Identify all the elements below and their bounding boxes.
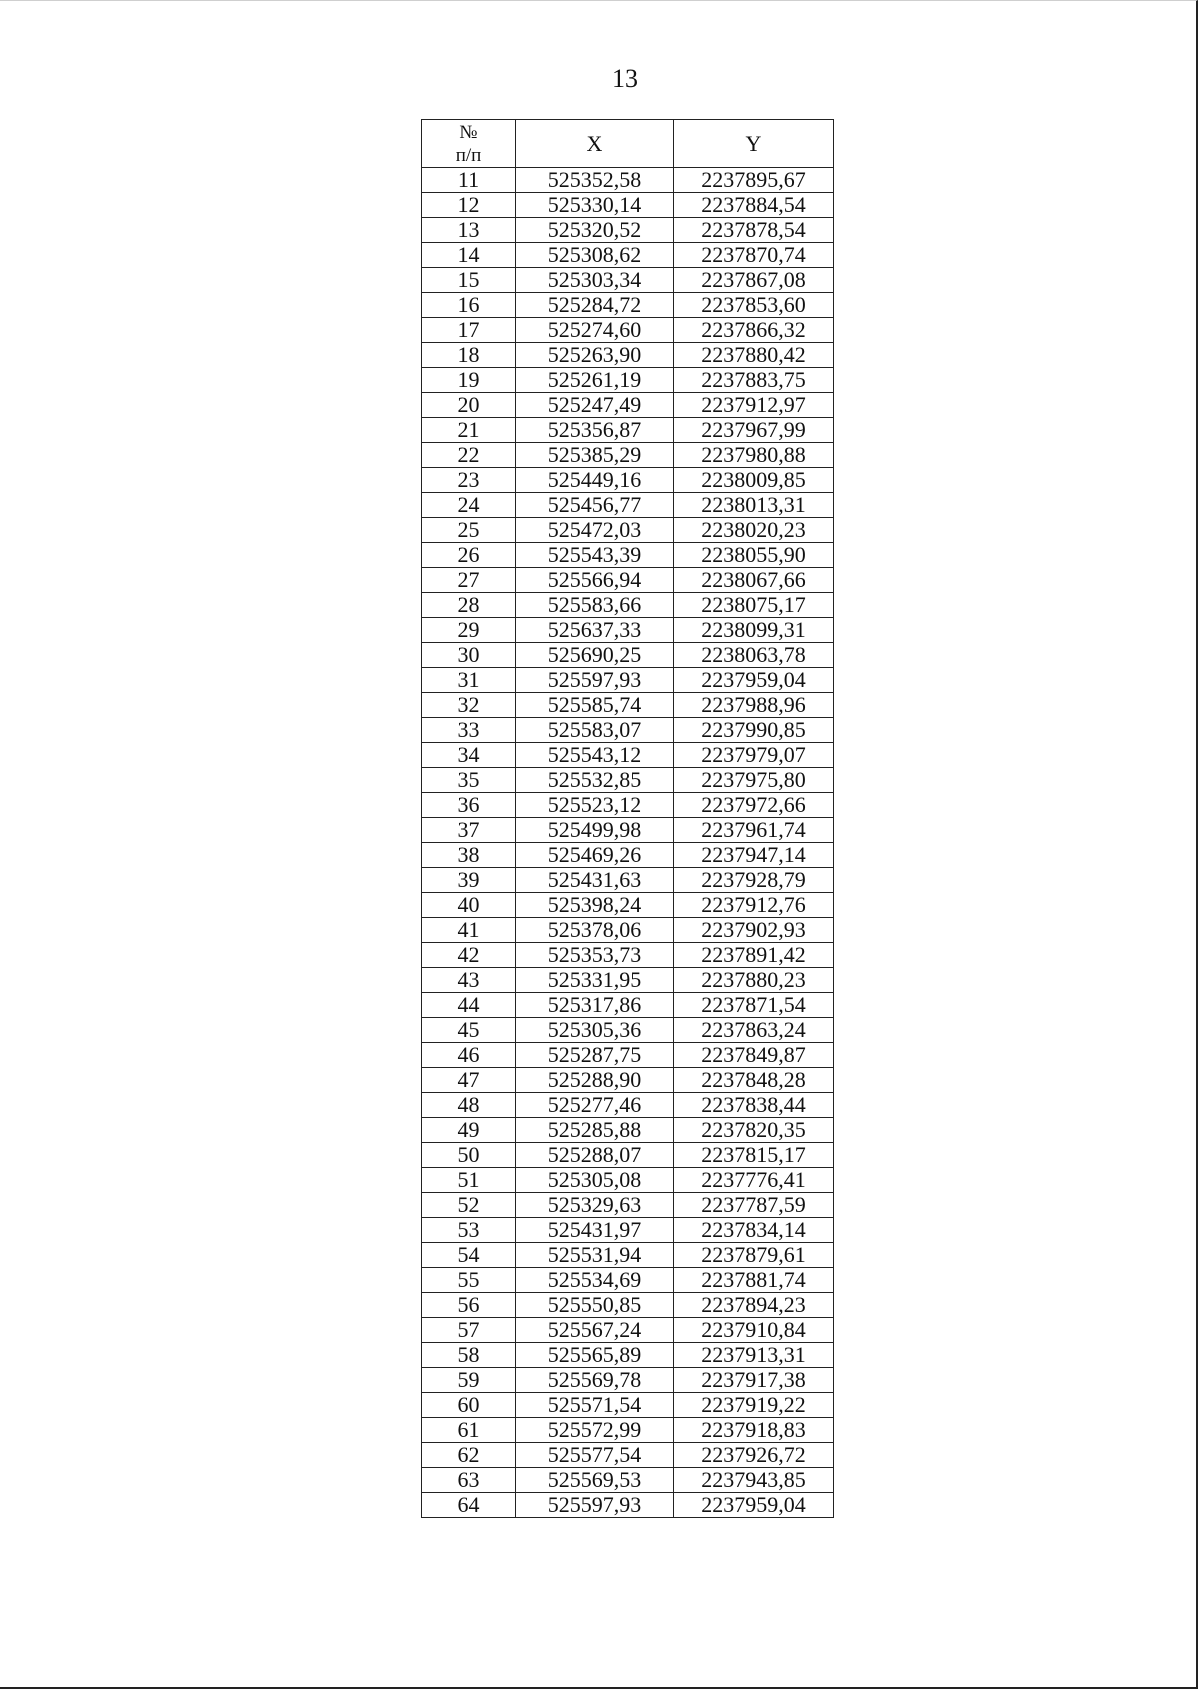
table-row: [422, 268, 834, 293]
cell-x: 525637,33: [516, 618, 674, 643]
cell-x: 525565,89: [516, 1343, 674, 1368]
cell-y: 2237926,72: [674, 1443, 834, 1468]
cell-y: 2237866,32: [674, 318, 834, 343]
table-header-row: [422, 120, 834, 168]
table-row: [422, 443, 834, 468]
table-body: [422, 168, 834, 1518]
cell-point-number: 37: [422, 818, 516, 843]
cell-y: 2237820,35: [674, 1118, 834, 1143]
table-row: [422, 418, 834, 443]
cell-y: 2238020,23: [674, 518, 834, 543]
table-row: [422, 718, 834, 743]
cell-y: 2237878,54: [674, 218, 834, 243]
cell-y: 2237867,08: [674, 268, 834, 293]
cell-x: 525690,25: [516, 643, 674, 668]
cell-point-number: 24: [422, 493, 516, 518]
cell-x: 525431,97: [516, 1218, 674, 1243]
cell-point-number: 47: [422, 1068, 516, 1093]
cell-y: 2237972,66: [674, 793, 834, 818]
cell-x: 525308,62: [516, 243, 674, 268]
cell-x: 525288,90: [516, 1068, 674, 1093]
cell-point-number: 46: [422, 1043, 516, 1068]
table-row: [422, 1443, 834, 1468]
table-row: [422, 568, 834, 593]
cell-y: 2237913,31: [674, 1343, 834, 1368]
table-row: [422, 1093, 834, 1118]
cell-x: 525449,16: [516, 468, 674, 493]
cell-x: 525317,86: [516, 993, 674, 1018]
cell-point-number: 45: [422, 1018, 516, 1043]
cell-x: 525534,69: [516, 1268, 674, 1293]
cell-y: 2237979,07: [674, 743, 834, 768]
cell-y: 2237947,14: [674, 843, 834, 868]
cell-point-number: 17: [422, 318, 516, 343]
cell-point-number: 30: [422, 643, 516, 668]
cell-x: 525543,12: [516, 743, 674, 768]
cell-y: 2238009,85: [674, 468, 834, 493]
table-row: [422, 543, 834, 568]
cell-y: 2237863,24: [674, 1018, 834, 1043]
cell-x: 525431,63: [516, 868, 674, 893]
table-row: [422, 1043, 834, 1068]
cell-x: 525353,73: [516, 943, 674, 968]
cell-x: 525583,66: [516, 593, 674, 618]
cell-point-number: 62: [422, 1443, 516, 1468]
table-row: [422, 668, 834, 693]
cell-x: 525567,24: [516, 1318, 674, 1343]
table-row: [422, 518, 834, 543]
cell-x: 525469,26: [516, 843, 674, 868]
cell-y: 2237959,04: [674, 1493, 834, 1518]
cell-point-number: 54: [422, 1243, 516, 1268]
cell-x: 525532,85: [516, 768, 674, 793]
table-row: [422, 1193, 834, 1218]
cell-point-number: 32: [422, 693, 516, 718]
cell-y: 2237912,97: [674, 393, 834, 418]
table-row: [422, 843, 834, 868]
cell-point-number: 52: [422, 1193, 516, 1218]
cell-point-number: 39: [422, 868, 516, 893]
cell-y: 2237895,67: [674, 168, 834, 193]
cell-y: 2237894,23: [674, 1293, 834, 1318]
cell-point-number: 48: [422, 1093, 516, 1118]
cell-point-number: 64: [422, 1493, 516, 1518]
cell-point-number: 11: [422, 168, 516, 193]
cell-point-number: 63: [422, 1468, 516, 1493]
cell-point-number: 34: [422, 743, 516, 768]
table-row: [422, 1243, 834, 1268]
page-number: 13: [612, 64, 638, 93]
cell-x: 525263,90: [516, 343, 674, 368]
cell-point-number: 33: [422, 718, 516, 743]
table-row: [422, 343, 834, 368]
table-row: [422, 1368, 834, 1393]
cell-x: 525305,08: [516, 1168, 674, 1193]
cell-x: 525569,53: [516, 1468, 674, 1493]
cell-y: 2237815,17: [674, 1143, 834, 1168]
cell-y: 2237912,76: [674, 893, 834, 918]
table-row: [422, 618, 834, 643]
cell-x: 525284,72: [516, 293, 674, 318]
cell-x: 525261,19: [516, 368, 674, 393]
cell-point-number: 27: [422, 568, 516, 593]
table-row: [422, 1143, 834, 1168]
cell-point-number: 26: [422, 543, 516, 568]
cell-point-number: 22: [422, 443, 516, 468]
table-row: [422, 1168, 834, 1193]
cell-x: 525288,07: [516, 1143, 674, 1168]
table-row: [422, 218, 834, 243]
table-row: [422, 1018, 834, 1043]
cell-point-number: 38: [422, 843, 516, 868]
cell-y: 2237776,41: [674, 1168, 834, 1193]
cell-y: 2237943,85: [674, 1468, 834, 1493]
table-row: [422, 818, 834, 843]
cell-point-number: 23: [422, 468, 516, 493]
cell-point-number: 59: [422, 1368, 516, 1393]
cell-y: 2237881,74: [674, 1268, 834, 1293]
cell-y: 2237980,88: [674, 443, 834, 468]
cell-y: 2237879,61: [674, 1243, 834, 1268]
cell-x: 525566,94: [516, 568, 674, 593]
cell-x: 525398,24: [516, 893, 674, 918]
cell-y: 2237961,74: [674, 818, 834, 843]
cell-y: 2237880,23: [674, 968, 834, 993]
cell-x: 525543,39: [516, 543, 674, 568]
cell-point-number: 12: [422, 193, 516, 218]
cell-x: 525577,54: [516, 1443, 674, 1468]
cell-x: 525285,88: [516, 1118, 674, 1143]
table-row: [422, 293, 834, 318]
cell-x: 525571,54: [516, 1393, 674, 1418]
cell-point-number: 55: [422, 1268, 516, 1293]
cell-y: 2237838,44: [674, 1093, 834, 1118]
header-x: X: [516, 120, 674, 168]
cell-y: 2238099,31: [674, 618, 834, 643]
cell-x: 525523,12: [516, 793, 674, 818]
cell-x: 525330,14: [516, 193, 674, 218]
cell-point-number: 28: [422, 593, 516, 618]
header-ordinal: п/п: [455, 144, 482, 166]
cell-y: 2237880,42: [674, 343, 834, 368]
table-row: [422, 868, 834, 893]
table-row: [422, 243, 834, 268]
cell-x: 525277,46: [516, 1093, 674, 1118]
cell-y: 2237975,80: [674, 768, 834, 793]
cell-y: 2237910,84: [674, 1318, 834, 1343]
cell-point-number: 44: [422, 993, 516, 1018]
cell-y: 2238055,90: [674, 543, 834, 568]
cell-y: 2237834,14: [674, 1218, 834, 1243]
header-point-number: [422, 120, 516, 168]
cell-y: 2237891,42: [674, 943, 834, 968]
cell-y: 2237990,85: [674, 718, 834, 743]
cell-point-number: 43: [422, 968, 516, 993]
cell-y: 2237917,38: [674, 1368, 834, 1393]
table-row: [422, 1118, 834, 1143]
cell-point-number: 36: [422, 793, 516, 818]
cell-point-number: 49: [422, 1118, 516, 1143]
cell-point-number: 42: [422, 943, 516, 968]
table-row: [422, 193, 834, 218]
cell-x: 525329,63: [516, 1193, 674, 1218]
cell-point-number: 31: [422, 668, 516, 693]
cell-x: 525305,36: [516, 1018, 674, 1043]
table-row: [422, 1268, 834, 1293]
cell-x: 525287,75: [516, 1043, 674, 1068]
cell-x: 525331,95: [516, 968, 674, 993]
cell-point-number: 57: [422, 1318, 516, 1343]
cell-x: 525274,60: [516, 318, 674, 343]
table-row: [422, 1293, 834, 1318]
table-row: [422, 893, 834, 918]
table-row: [422, 368, 834, 393]
table-row: [422, 768, 834, 793]
coordinates-table: [421, 119, 834, 1518]
cell-y: 2237883,75: [674, 368, 834, 393]
cell-y: 2237849,87: [674, 1043, 834, 1068]
cell-point-number: 41: [422, 918, 516, 943]
table-row: [422, 993, 834, 1018]
cell-point-number: 56: [422, 1293, 516, 1318]
cell-x: 525378,06: [516, 918, 674, 943]
cell-y: 2238075,17: [674, 593, 834, 618]
cell-point-number: 19: [422, 368, 516, 393]
table-row: [422, 168, 834, 193]
cell-point-number: 40: [422, 893, 516, 918]
cell-point-number: 21: [422, 418, 516, 443]
header-y: Y: [674, 120, 834, 168]
cell-x: 525247,49: [516, 393, 674, 418]
cell-point-number: 18: [422, 343, 516, 368]
cell-y: 2237967,99: [674, 418, 834, 443]
cell-y: 2237928,79: [674, 868, 834, 893]
table-row: [422, 1343, 834, 1368]
cell-y: 2237919,22: [674, 1393, 834, 1418]
table-row: [422, 593, 834, 618]
table-row: [422, 1393, 834, 1418]
cell-point-number: 35: [422, 768, 516, 793]
table-row: [422, 1218, 834, 1243]
cell-point-number: 20: [422, 393, 516, 418]
cell-y: 2237918,83: [674, 1418, 834, 1443]
cell-x: 525472,03: [516, 518, 674, 543]
cell-y: 2237870,74: [674, 243, 834, 268]
cell-x: 525303,34: [516, 268, 674, 293]
cell-point-number: 61: [422, 1418, 516, 1443]
cell-x: 525531,94: [516, 1243, 674, 1268]
cell-point-number: 51: [422, 1168, 516, 1193]
cell-x: 525320,52: [516, 218, 674, 243]
table-row: [422, 1468, 834, 1493]
cell-y: 2237871,54: [674, 993, 834, 1018]
table-row: [422, 943, 834, 968]
cell-y: 2237884,54: [674, 193, 834, 218]
header-number-sign: №: [459, 121, 478, 143]
cell-y: 2238063,78: [674, 643, 834, 668]
cell-x: 525356,87: [516, 418, 674, 443]
cell-point-number: 13: [422, 218, 516, 243]
table-row: [422, 1068, 834, 1093]
table-row: [422, 743, 834, 768]
cell-x: 525456,77: [516, 493, 674, 518]
table-row: [422, 1418, 834, 1443]
cell-point-number: 15: [422, 268, 516, 293]
cell-x: 525585,74: [516, 693, 674, 718]
cell-point-number: 58: [422, 1343, 516, 1368]
table-row: [422, 1318, 834, 1343]
cell-point-number: 25: [422, 518, 516, 543]
cell-x: 525352,58: [516, 168, 674, 193]
cell-y: 2238067,66: [674, 568, 834, 593]
cell-point-number: 29: [422, 618, 516, 643]
table-row: [422, 1493, 834, 1518]
cell-point-number: 50: [422, 1143, 516, 1168]
cell-x: 525597,93: [516, 668, 674, 693]
cell-y: 2237902,93: [674, 918, 834, 943]
table-row: [422, 393, 834, 418]
cell-y: 2237787,59: [674, 1193, 834, 1218]
cell-y: 2237848,28: [674, 1068, 834, 1093]
cell-y: 2237988,96: [674, 693, 834, 718]
cell-point-number: 53: [422, 1218, 516, 1243]
table-row: [422, 493, 834, 518]
table-row: [422, 793, 834, 818]
table-row: [422, 693, 834, 718]
cell-x: 525550,85: [516, 1293, 674, 1318]
cell-x: 525499,98: [516, 818, 674, 843]
cell-point-number: 16: [422, 293, 516, 318]
cell-x: 525385,29: [516, 443, 674, 468]
cell-x: 525583,07: [516, 718, 674, 743]
cell-x: 525597,93: [516, 1493, 674, 1518]
cell-y: 2237959,04: [674, 668, 834, 693]
cell-point-number: 14: [422, 243, 516, 268]
table-row: [422, 918, 834, 943]
cell-point-number: 60: [422, 1393, 516, 1418]
table-row: [422, 318, 834, 343]
table-row: [422, 968, 834, 993]
cell-y: 2238013,31: [674, 493, 834, 518]
cell-x: 525569,78: [516, 1368, 674, 1393]
table-row: [422, 643, 834, 668]
cell-y: 2237853,60: [674, 293, 834, 318]
cell-x: 525572,99: [516, 1418, 674, 1443]
table-row: [422, 468, 834, 493]
